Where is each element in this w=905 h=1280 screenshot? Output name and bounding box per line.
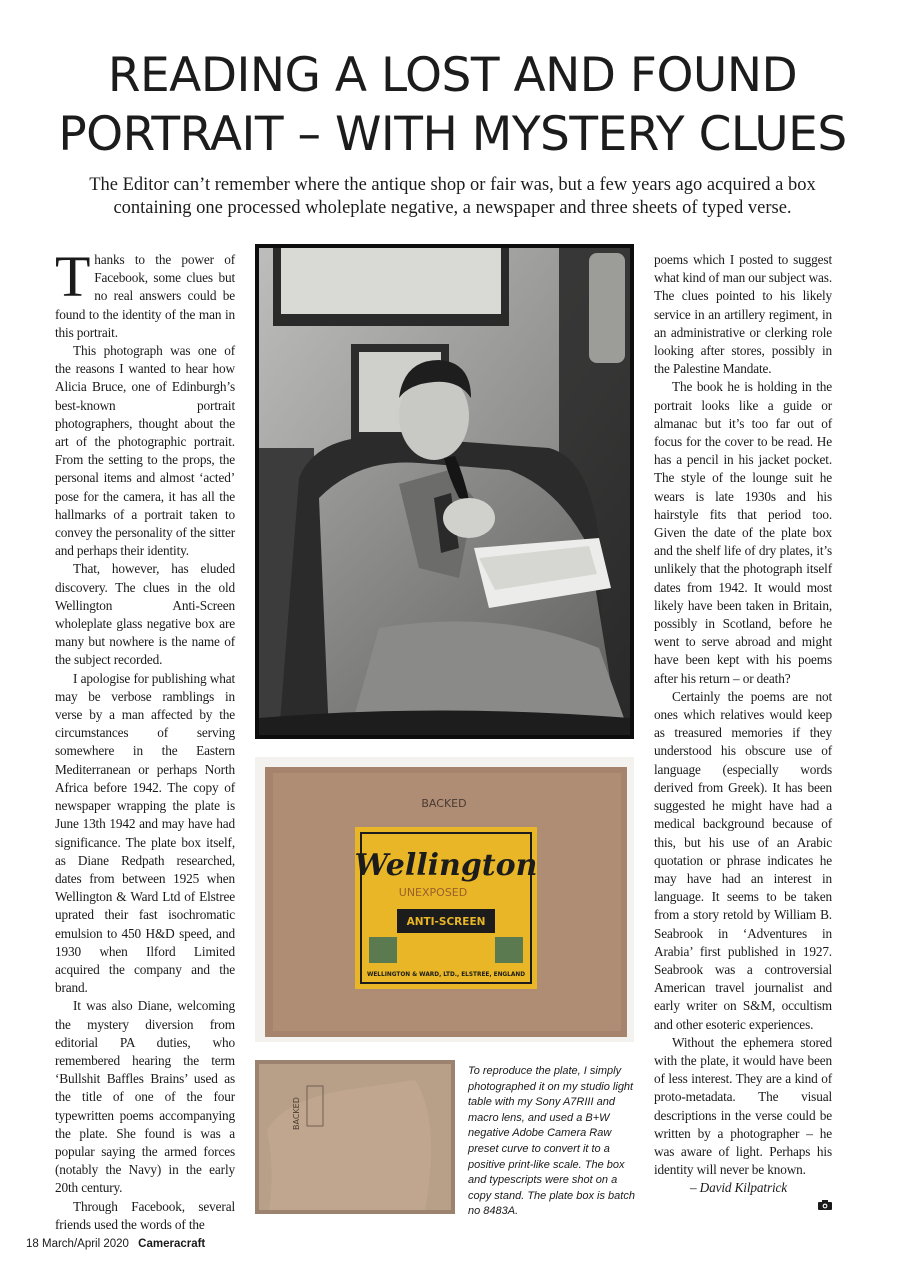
article-title [0, 46, 905, 164]
drop-cap: T [55, 244, 91, 309]
paragraph: I apologise for publishing what may be verbose ramblings in verse by a man affected by the circumstances of serving somewhere in the Eastern Mediterranean or perhaps North Africa before 1942. The copy of newspaper wrapping the plate is June 13th 1942 and may have had significance. The plate box itself, as Diane Redpath researched, dates from between 1925 when Wellington & Ward Ltd of Elstree uprated their fast isochromatic emulsion to 450 H&D speed, and 1930 when Ilford Limited acquired the company and the brand. [55, 670, 235, 996]
box-unexposed-stamp: UNEXPOSED [398, 886, 468, 899]
box-brand-logo: Wellington [354, 848, 538, 883]
paragraph: Without the ephemera stored with the plate, it would have been of less interest. They are a kind of proto-metadata. The visual descriptions in the verse could be written by a photographer – he was aware of light. Perhaps his identity will never be known. [654, 1034, 832, 1178]
paragraph: It was also Diane, welcoming the mystery diversion from editorial PA duties, who remembered hearing the term ‘Bullshit Baffles Brains’ used as the title of one of the four typewritten poems accompanying the plate. She found is was a popular saying the armed forces (notably the Navy) in the early 20th century. [55, 998, 235, 1196]
plate-box-photo [255, 757, 634, 1042]
paragraph: Through Facebook, several friends used the words of the [55, 1198, 235, 1232]
box-product-label: ANTI-SCREEN [406, 916, 486, 928]
page-folio [26, 1238, 205, 1250]
paragraph: This photograph was one of the reasons I wanted to hear how Alicia Bruce, one of Edinburgh’s best-known portrait photographers, thought about the art of the photographic portrait. From the setting to the props, the personal items and almost ‘acted’ pose for the camera, it has all the hallmarks of a portrait taken to convey the personality of the sitter and perhaps their identity. [55, 343, 235, 559]
magazine-name: Cameracraft [138, 1238, 206, 1250]
standfirst: The Editor can’t remember where the antique shop or fair was, but a few years ago acquired a box containing one processed wholeplate negative, a newspaper and three sheets of typed verse. [89, 175, 816, 218]
paragraph: That, however, has eluded discovery. The clues in the old Wellington Anti-Screen wholeplate glass negative box are many but nowhere is the name of the subject recorded. [55, 561, 235, 668]
title-line-2: PORTRAIT – WITH MYSTERY CLUES [58, 107, 847, 162]
box-backed-stamp: BACKED [421, 797, 467, 810]
author-signature: – David Kilpatrick [690, 1180, 788, 1196]
portrait-image [259, 248, 630, 735]
text-column-left [55, 244, 235, 1234]
paragraph-text: hanks to the power of Facebook, some clues but no real answers could be found to the identity of the man in this portrait. [55, 252, 235, 340]
plate-box-back-photo [255, 1060, 455, 1214]
paragraph: The book he is holding in the portrait looks like a guide or almanac but it’s too far out of focus for the cover to be read. He has a pencil in his jacket pocket. The style of the lounge suit he wears is late 1930s and his hairstyle fits that period too. Given the date of the plate box and the shelf life of dry plates, it’s unlikely that the photograph itself dates from 1942. It would most likely have been taken in Britain, possibly in Scotland, before he went to serve abroad and might have been kept with his poems after his return – or death? [654, 379, 832, 686]
issue-date: March/April 2020 [42, 1238, 129, 1250]
camera-icon [818, 1200, 832, 1210]
portrait-photo [255, 244, 634, 739]
paragraph [55, 244, 235, 342]
paragraph: Certainly the poems are not ones which relatives would keep as treasured memories if they understood his obscure use of language (especially words derived from Greek). It has been suggested he might have had a medical background because of this, but his use of an Arabic quotation or phrase indicates he may have had an interest in language. It seems to be taken from a story retold by William B. Seabrook in ‘Adventures in Arabia’ first published in 1927. Seabrook was a controversial American travel journalist and early writer on S&M, occultism and other esoteric experiences. [654, 688, 832, 1032]
photo-caption: To reproduce the plate, I simply photographed it on my studio light table with my Sony A7RIII and macro lens, and used a B+W negative Adobe Camera Raw preset curve to convert it to a positive print-like scale. The box and typescripts were shot on a copy stand. The plate box is batch no 8483A. [468, 1065, 635, 1218]
title-line-1: READING A LOST AND FOUND [107, 48, 798, 103]
page-number: 18 [26, 1238, 39, 1250]
box-back-stamp: BACKED [292, 1097, 301, 1130]
text-column-right [654, 251, 832, 1198]
box-maker-label: WELLINGTON & WARD, LTD., ELSTREE, ENGLAND [366, 972, 526, 978]
paragraph: poems which I posted to suggest what kind of man our subject was. The clues pointed to his likely service in an artillery regiment, in an administrative or clerking role looking after stores, possibly in the Palestine Mandate. [654, 252, 832, 377]
